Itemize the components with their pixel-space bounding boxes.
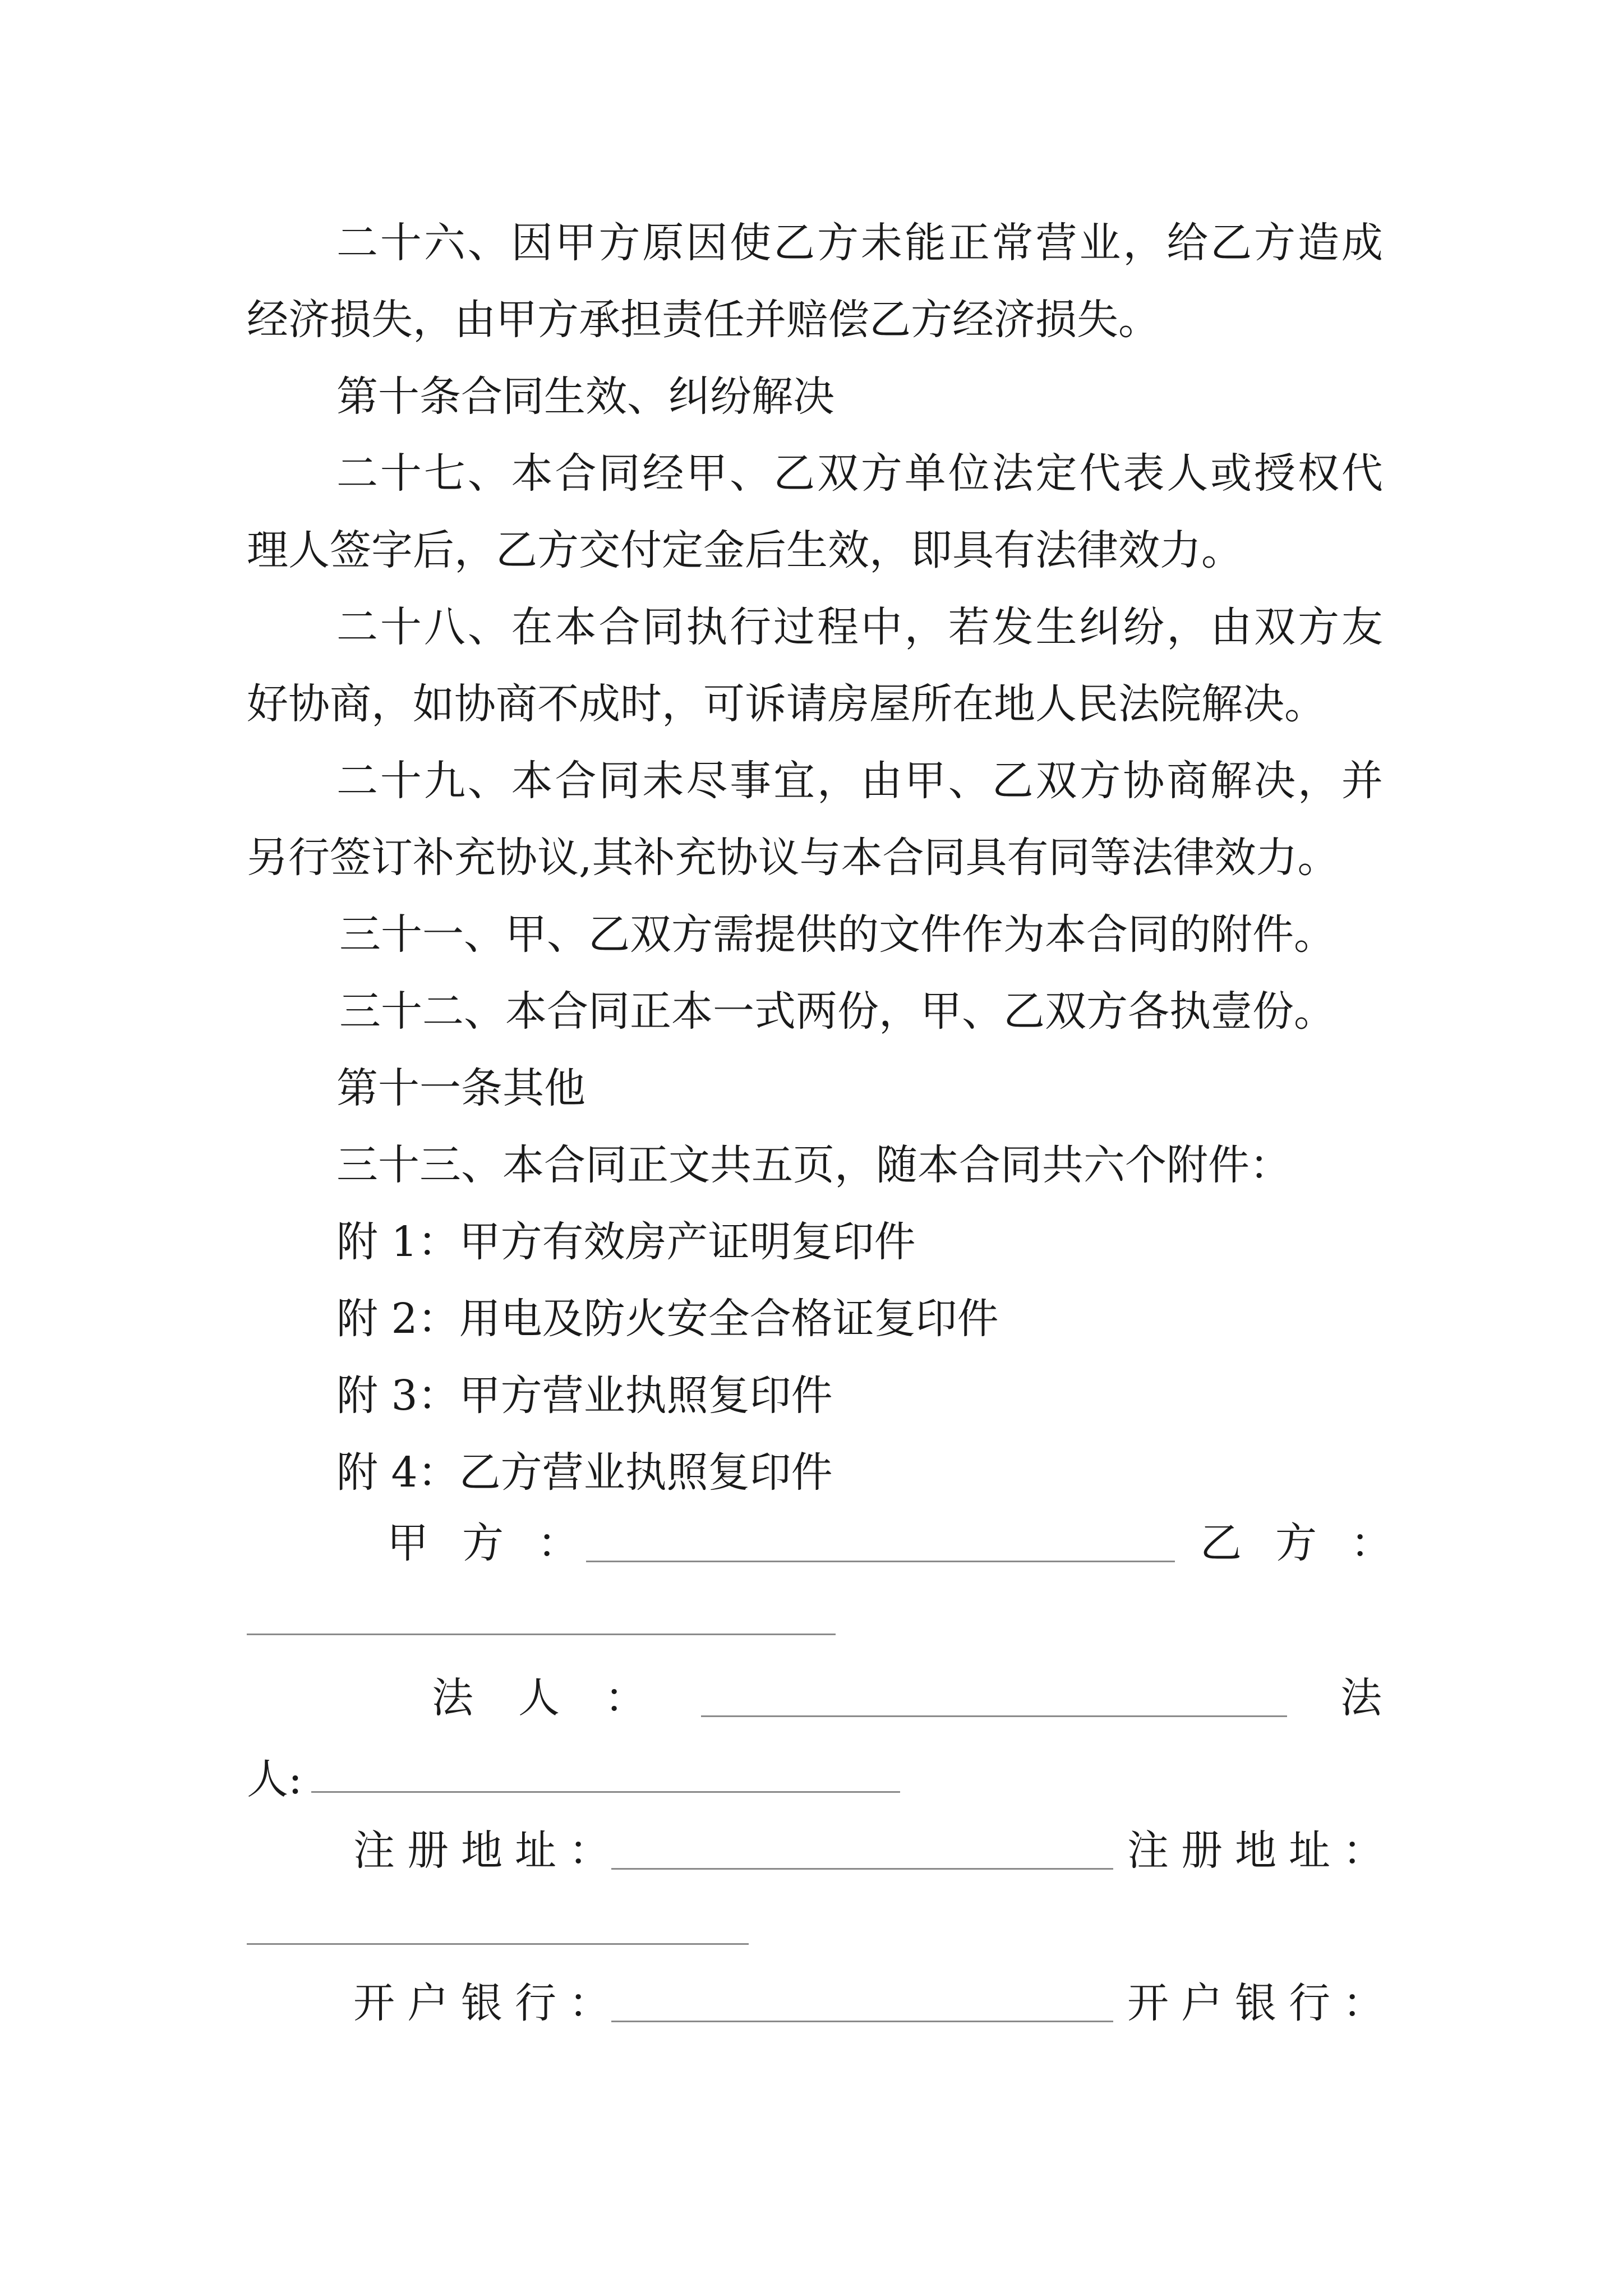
clause-29-line-2: 另行签订补充协议,其补充协议与本合同具有同等法律效力。 bbox=[247, 834, 1339, 882]
legal-person-b-label-part2: 人: bbox=[247, 1755, 302, 1803]
party-a-blank[interactable] bbox=[586, 1561, 1175, 1562]
address-a-blank[interactable] bbox=[611, 1868, 1113, 1870]
legal-person-b-label-part1: 法 bbox=[1340, 1674, 1396, 1722]
clause-26-line-1: 二 十 六 、 因 甲 方 原 因 使 乙 方 未 能 正 常 营 业 ， 给 乙 方 造 成 bbox=[336, 219, 1383, 267]
article-11-heading: 第十一条其他 bbox=[336, 1064, 585, 1112]
bank-b-label: 开户银行： bbox=[1127, 1979, 1396, 2027]
party-a-label: 甲方： bbox=[387, 1519, 612, 1567]
attachment-3: 附 3：甲方营业执照复印件 bbox=[336, 1372, 833, 1420]
clause-27-line-1: 二 十 七 、 本 合 同 经 甲 、 乙 双 方 单 位 法 定 代 表 人 或 授 权 代 bbox=[336, 449, 1383, 498]
bank-a-label: 开户银行： bbox=[353, 1979, 623, 2027]
party-b-label: 乙方： bbox=[1200, 1519, 1426, 1567]
attachment-1: 附 1：甲方有效房产证明复印件 bbox=[336, 1218, 916, 1266]
clause-27-line-2: 理人签字后，乙方交付定金后生效，即具有法律效力。 bbox=[247, 526, 1243, 574]
article-10-heading: 第十条合同生效、纠纷解决 bbox=[336, 372, 834, 421]
clause-26-line-2: 经济损失，由甲方承担责任并赔偿乙方经济损失。 bbox=[247, 296, 1160, 344]
party-b-blank[interactable] bbox=[247, 1634, 836, 1635]
legal-person-b-blank[interactable] bbox=[311, 1791, 900, 1793]
bank-a-blank[interactable] bbox=[611, 2021, 1113, 2022]
address-b-blank[interactable] bbox=[247, 1943, 749, 1945]
clause-28-line-2: 好协商，如协商不成时，可诉请房屋所在地人民法院解决。 bbox=[247, 680, 1326, 728]
address-b-label: 注册地址： bbox=[1127, 1826, 1396, 1875]
legal-person-a-label: 法人： bbox=[432, 1674, 691, 1722]
clause-33: 三十三、本合同正文共五页，随本合同共六个附件： bbox=[336, 1141, 1291, 1189]
clause-29-line-1: 二 十 九 、 本 合 同 未 尽 事 宜 ， 由 甲 、 乙 双 方 协 商 解 决 ， 并 bbox=[336, 757, 1383, 805]
address-a-label: 注册地址： bbox=[353, 1826, 623, 1875]
legal-person-a-blank[interactable] bbox=[701, 1715, 1287, 1717]
attachment-4: 附 4：乙方营业执照复印件 bbox=[336, 1448, 833, 1497]
clause-32: 三十二、本合同正本一式两份，甲、乙双方各执壹份。 bbox=[339, 987, 1335, 1036]
attachment-2: 附 2：用电及防火安全合格证复印件 bbox=[336, 1295, 999, 1343]
clause-31: 三十一、甲、乙双方需提供的文件作为本合同的附件。 bbox=[339, 910, 1335, 959]
clause-28-line-1: 二 十 八 、 在 本 合 同 执 行 过 程 中 ， 若 发 生 纠 纷 ， 由 双 方 友 bbox=[336, 603, 1383, 651]
